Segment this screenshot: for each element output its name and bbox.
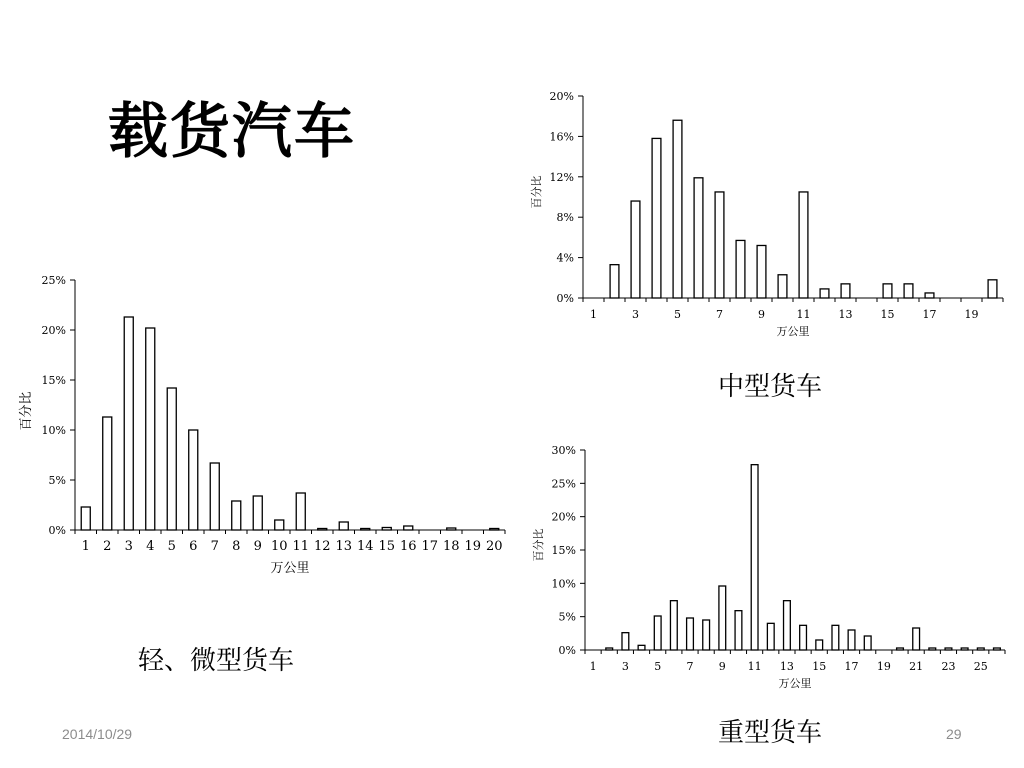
y-tick-label: 4% — [556, 251, 574, 265]
bar-2 — [610, 265, 619, 298]
bar-21 — [913, 628, 920, 650]
x-tick-label: 8 — [232, 539, 241, 554]
x-tick-label: 1 — [81, 539, 90, 554]
x-tick-label: 10 — [270, 539, 288, 554]
footer-date: 2014/10/29 — [62, 726, 133, 742]
bar-3 — [622, 633, 629, 650]
y-tick-label: 15% — [41, 374, 66, 387]
y-tick-label: 20% — [551, 510, 576, 524]
x-tick-label: 17 — [421, 539, 439, 554]
y-tick-label: 5% — [48, 474, 66, 487]
bar-17 — [925, 293, 934, 298]
x-tick-label: 1 — [590, 308, 597, 321]
x-tick-label: 17 — [844, 660, 859, 673]
y-tick-label: 20% — [549, 90, 574, 103]
x-tick-label: 5 — [654, 660, 662, 673]
bar-9 — [757, 245, 766, 298]
x-tick-label: 17 — [922, 308, 937, 321]
x-tick-label: 16 — [399, 539, 417, 554]
x-tick-label: 19 — [464, 539, 482, 554]
y-tick-label: 10% — [41, 424, 66, 437]
y-tick-label: 12% — [549, 170, 574, 184]
bar-13 — [784, 601, 791, 650]
bar-3 — [631, 201, 640, 298]
bar-4 — [146, 328, 155, 530]
bar-16 — [404, 526, 413, 530]
heavy-truck-chart — [530, 440, 1020, 705]
x-tick-label: 7 — [686, 660, 694, 673]
y-tick-label: 0% — [556, 292, 574, 305]
bar-24 — [961, 648, 968, 650]
bar-23 — [945, 648, 952, 650]
bar-5 — [673, 120, 682, 298]
bar-11 — [799, 192, 808, 298]
y-tick-label: 0% — [48, 524, 66, 537]
page-number: 29 — [946, 726, 962, 742]
x-tick-label: 20 — [485, 539, 503, 554]
y-tick-label: 0% — [558, 644, 576, 657]
slide-title: 载货汽车 — [108, 97, 356, 167]
bar-8 — [232, 501, 241, 530]
x-tick-label: 15 — [378, 539, 396, 554]
bar-11 — [751, 465, 758, 650]
bar-12 — [767, 623, 774, 650]
bar-10 — [275, 520, 284, 530]
bar-7 — [715, 192, 724, 298]
x-tick-label: 12 — [313, 539, 331, 554]
bar-26 — [994, 648, 1001, 650]
x-tick-label: 11 — [796, 308, 811, 321]
bar-10 — [735, 611, 742, 650]
x-tick-label: 11 — [747, 660, 762, 673]
x-tick-label: 15 — [880, 308, 895, 321]
bar-7 — [687, 618, 694, 650]
bar-20 — [897, 648, 904, 650]
bar-18 — [447, 528, 456, 530]
x-tick-label: 23 — [941, 660, 956, 673]
light-truck-caption: 轻、微型货车 — [138, 646, 295, 676]
bar-16 — [832, 625, 839, 650]
bar-13 — [841, 284, 850, 298]
x-axis-label: 万公里 — [776, 325, 810, 338]
light-truck-chart — [0, 265, 520, 595]
bar-2 — [606, 648, 613, 650]
bar-6 — [189, 430, 198, 530]
bar-11 — [296, 493, 305, 530]
bar-12 — [820, 289, 829, 298]
y-axis-label: 百分比 — [530, 175, 543, 209]
x-tick-label: 21 — [909, 660, 924, 673]
bar-20 — [490, 529, 499, 531]
x-tick-label: 3 — [124, 539, 133, 554]
bar-22 — [929, 648, 936, 650]
bar-8 — [703, 620, 710, 650]
x-tick-label: 18 — [442, 539, 460, 554]
y-tick-label: 25% — [41, 274, 66, 287]
bar-20 — [988, 280, 997, 298]
x-tick-label: 9 — [758, 308, 765, 321]
x-tick-label: 13 — [335, 539, 353, 554]
x-axis-label: 万公里 — [270, 561, 310, 576]
bar-7 — [210, 463, 219, 530]
bar-2 — [103, 417, 112, 530]
bar-4 — [652, 138, 661, 298]
bar-4 — [638, 645, 645, 650]
bar-15 — [816, 640, 823, 650]
x-tick-label: 25 — [973, 660, 988, 673]
heavy-truck-caption: 重型货车 — [718, 718, 823, 748]
bar-25 — [977, 648, 984, 650]
bar-5 — [654, 616, 661, 650]
bar-10 — [778, 275, 787, 298]
y-tick-label: 30% — [551, 444, 576, 457]
bar-14 — [800, 625, 807, 650]
y-tick-label: 10% — [551, 577, 576, 591]
bar-12 — [318, 529, 327, 531]
x-tick-label: 6 — [189, 539, 198, 554]
bar-9 — [719, 586, 726, 650]
y-tick-label: 8% — [556, 211, 574, 225]
x-tick-label: 5 — [167, 539, 176, 554]
x-tick-label: 19 — [964, 308, 979, 321]
bar-14 — [361, 529, 370, 531]
y-tick-label: 16% — [549, 130, 574, 144]
bar-13 — [339, 522, 348, 530]
y-tick-label: 5% — [558, 610, 576, 624]
x-tick-label: 9 — [718, 660, 726, 673]
x-tick-label: 13 — [838, 308, 853, 321]
bar-15 — [382, 528, 391, 531]
y-tick-label: 20% — [41, 324, 66, 337]
y-tick-label: 25% — [551, 477, 576, 491]
y-axis-label: 百分比 — [532, 528, 545, 562]
x-tick-label: 4 — [146, 539, 155, 554]
bar-15 — [883, 284, 892, 298]
x-axis-label: 万公里 — [778, 677, 812, 690]
x-tick-label: 19 — [876, 660, 891, 673]
x-tick-label: 1 — [589, 660, 597, 673]
x-tick-label: 7 — [716, 308, 723, 321]
bar-18 — [864, 636, 871, 650]
x-tick-label: 5 — [674, 308, 681, 321]
medium-truck-chart — [520, 84, 1010, 354]
bar-5 — [167, 388, 176, 530]
x-tick-label: 3 — [632, 308, 639, 321]
bar-17 — [848, 630, 855, 650]
bar-9 — [253, 496, 262, 530]
bar-3 — [124, 317, 133, 530]
x-tick-label: 2 — [103, 539, 112, 554]
medium-truck-caption: 中型货车 — [718, 372, 823, 402]
y-axis-label: 百分比 — [19, 391, 34, 431]
x-tick-label: 7 — [210, 539, 219, 554]
y-tick-label: 15% — [551, 544, 576, 557]
bar-1 — [81, 507, 90, 530]
x-tick-label: 3 — [621, 660, 629, 673]
x-tick-label: 11 — [292, 539, 310, 554]
bar-16 — [904, 284, 913, 298]
bar-6 — [694, 178, 703, 298]
bar-8 — [736, 240, 745, 298]
bar-6 — [670, 601, 677, 650]
x-tick-label: 13 — [779, 660, 794, 673]
x-tick-label: 14 — [356, 539, 374, 554]
x-tick-label: 15 — [812, 660, 827, 673]
x-tick-label: 9 — [253, 539, 262, 554]
